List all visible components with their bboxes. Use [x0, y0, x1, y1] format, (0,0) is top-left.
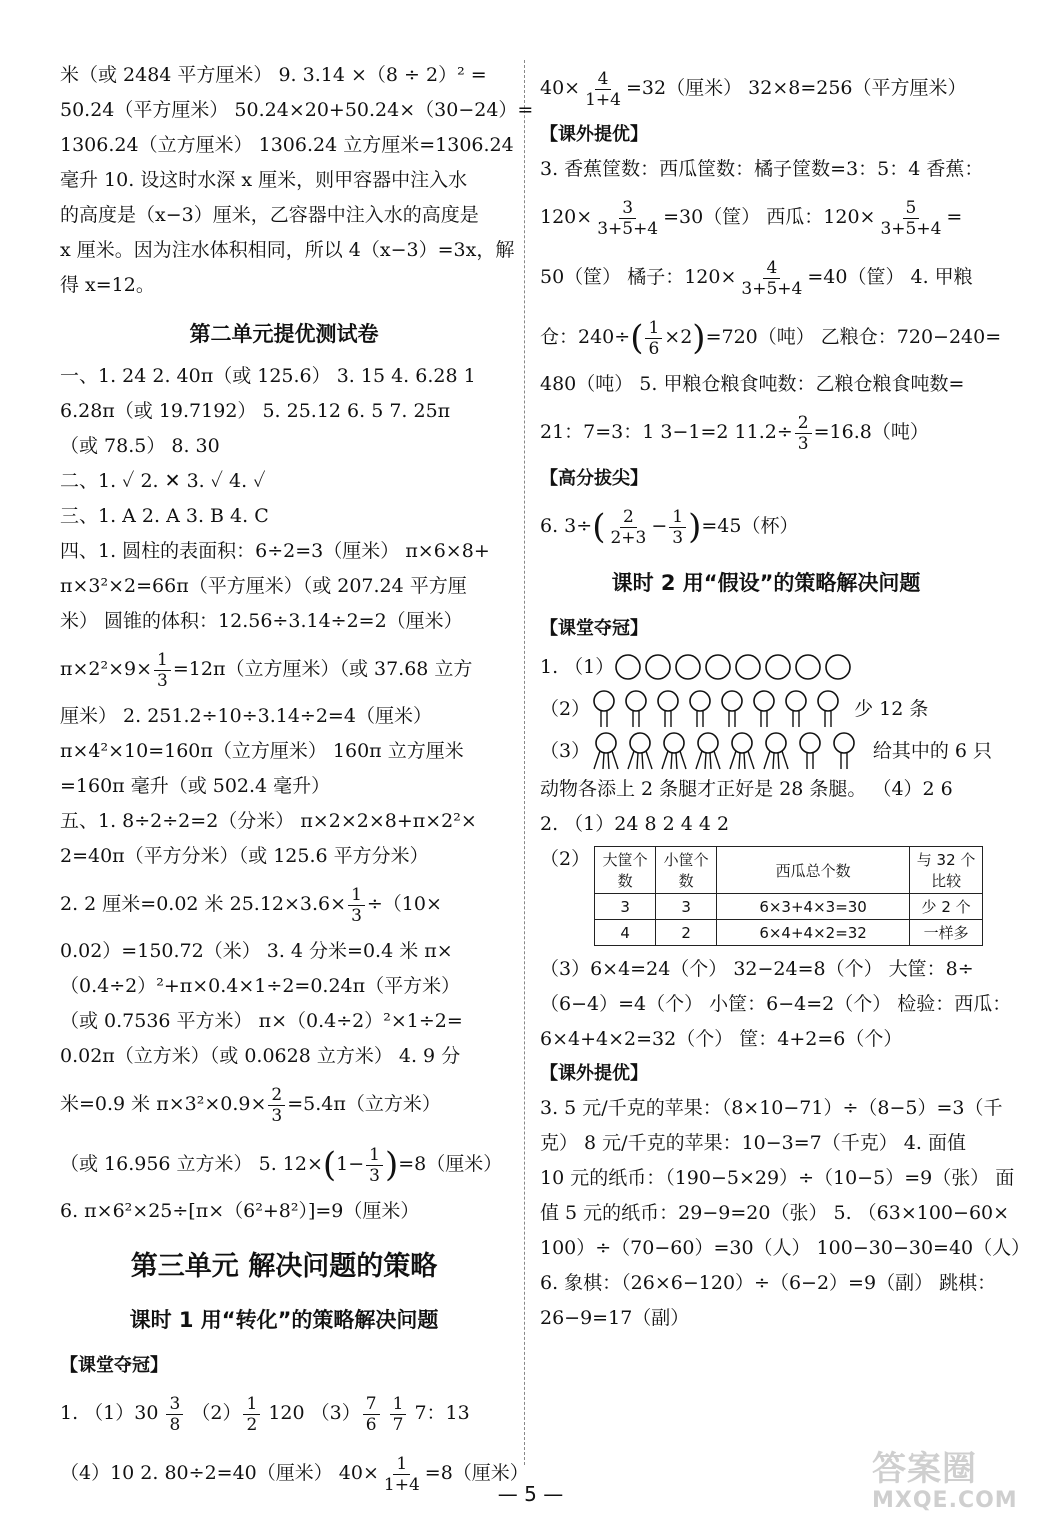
fraction-line: [60, 1074, 508, 1134]
text-line: 3. 5 元/千克的苹果：（8×10−71）÷（8−5）=3（千: [540, 1097, 1003, 1119]
numerator: 7: [363, 1394, 380, 1415]
page-number: — 5 —: [497, 1482, 564, 1506]
line-suffix: =: [946, 206, 963, 228]
spiders-row: [540, 730, 992, 772]
text-line: 克） 8 元/千克的苹果：10−3=7（千克） 4. 面值: [540, 1132, 966, 1154]
text-line: 厘米） 2. 251.2÷10÷3.14÷2=4（厘米）: [60, 705, 432, 727]
fraction-line: [540, 187, 992, 247]
close-paren: ): [692, 318, 706, 358]
fraction: [738, 258, 805, 299]
line-prefix: 2. 2 厘米=0.02 米 25.12×3.6×: [60, 893, 347, 915]
circle-icon: [796, 655, 820, 679]
fraction: [390, 1394, 407, 1435]
text-line: 6. π×6²×25÷[π×（6²+8²）]=9（厘米）: [60, 1200, 420, 1222]
header-cell: 小筐个数: [656, 847, 717, 894]
right-column: [540, 58, 1031, 1336]
circle-icon: [766, 655, 790, 679]
numerator: 4: [763, 258, 780, 279]
text-line: 值 5 元的纸币：29−9=20（张） 5. （63×100−60×: [540, 1202, 1010, 1224]
line-suffix: =8（厘米）: [424, 1462, 529, 1484]
text-line: 1306.24（立方厘米） 1306.24 立方厘米=1306.24: [60, 134, 514, 156]
line-suffix: =45（杯）: [701, 515, 799, 537]
line-suffix: =8（厘米）: [398, 1153, 503, 1175]
numerator: 1: [366, 1145, 383, 1166]
numerator: 3: [166, 1394, 183, 1415]
line-prefix: π×2²×9×: [60, 658, 153, 680]
denominator: 1+4: [585, 89, 621, 110]
table-block: [540, 842, 992, 952]
circle-icon: [676, 655, 700, 679]
watermelon-table: [594, 846, 983, 946]
left-column: [60, 58, 534, 1503]
fraction-line: [540, 247, 992, 307]
text-line: 动物各添上 2 条腿才正好是 28 条腿。 （4）2 6: [540, 778, 953, 800]
text-line: 3. 香蕉筐数：西瓜筐数：橘子筐数=3：5：4 香蕉：: [540, 158, 984, 180]
denominator: 2+3: [610, 527, 647, 548]
line-text: =30（筐） 西瓜：120×: [663, 206, 876, 228]
numerator: 1: [390, 1394, 407, 1415]
four-leg-animal-icons: [590, 731, 869, 771]
text-line: 100）÷（70−60）=30（人） 100−30−30=40（人）: [540, 1237, 1031, 1259]
text-line: （0.4÷2）²+π×0.4×1÷2=0.24π（平方米）: [60, 975, 461, 997]
line-suffix: =5.4π（立方米）: [287, 1093, 441, 1115]
text-line: 10 元的纸币：（190−5×29）÷（10−5）=9（张） 面: [540, 1167, 1015, 1189]
text-line: 6×4+4×2=32（个） 筐：4+2=6（个）: [540, 1028, 903, 1050]
open-paren: (: [592, 507, 606, 547]
fraction-line: [540, 307, 1002, 367]
denominator: 3+5+4: [880, 218, 942, 239]
line-suffix: =720（吨） 乙粮仓：720−240=: [705, 326, 1002, 348]
fraction: [795, 413, 812, 454]
answer-block-top: [60, 58, 534, 303]
two-leg-animal-icon: [690, 691, 710, 727]
close-paren: ): [688, 507, 702, 547]
numerator: 1: [645, 318, 662, 339]
four-leg-animal-icon: [594, 733, 618, 769]
denominator: 3: [672, 527, 684, 548]
fraction: [607, 507, 649, 548]
line-suffix: ÷（10×: [366, 893, 442, 915]
section-tag: 【课堂夺冠】: [540, 618, 648, 639]
table-header-row: [595, 847, 983, 894]
text-line: 的高度是（x−3）厘米，乙容器中注入水的高度是: [60, 204, 479, 226]
table-cell: 少 2 个: [910, 894, 983, 920]
open-paren: (: [322, 1145, 337, 1185]
line-suffix: =12π（立方厘米）（或 37.68 立方: [172, 658, 473, 680]
text-line: π×3²×2=66π（平方厘米）（或 207.24 平方厘: [60, 575, 467, 597]
fraction-line: [60, 874, 508, 934]
line-text: [382, 1402, 388, 1424]
denominator: 6: [365, 1414, 377, 1435]
numerator: 2: [620, 507, 637, 528]
denominator: 8: [169, 1414, 181, 1435]
two-leg-animal-icon: [658, 691, 678, 727]
table-row: [595, 920, 983, 946]
column-divider: [524, 60, 525, 1465]
fraction: [645, 318, 662, 359]
fraction: [669, 507, 686, 548]
item-label: （2）: [540, 848, 591, 870]
table-cell: 一样多: [910, 920, 983, 946]
circle-icon: [646, 655, 670, 679]
two-leg-animal-icon: [786, 691, 806, 727]
line-prefix: 21：7=3：1 3−1=2 11.2÷: [540, 421, 793, 443]
denominator: 3: [157, 670, 168, 691]
open-paren: (: [630, 318, 644, 358]
fraction: [582, 69, 624, 110]
line-text: 7：13: [408, 1402, 470, 1424]
item-tail: 少 12 条: [854, 698, 929, 720]
text-line: （或 0.7536 平方米） π×（0.4÷2）²×1÷2=: [60, 1010, 463, 1032]
circle-icon: [616, 655, 640, 679]
item-tail: 给其中的 6 只: [872, 740, 992, 762]
two-leg-animal-icon: [626, 691, 646, 727]
table-row: [595, 894, 983, 920]
denominator: 3+5+4: [741, 278, 803, 299]
fraction: [166, 1394, 183, 1435]
lesson-title: 课时 1 用“转化”的策略解决问题: [129, 1308, 439, 1332]
item-label: 1. （1）: [540, 656, 615, 678]
fraction: [363, 1394, 380, 1435]
term: −: [651, 515, 668, 537]
denominator: 3: [797, 433, 809, 454]
section-tag: 【课外提优】: [540, 1063, 648, 1084]
numerator: 1: [348, 885, 365, 906]
numerator: 2: [795, 413, 812, 434]
term: 1−: [336, 1153, 365, 1175]
denominator: 3: [369, 1165, 380, 1186]
text-line: （6−4）=4（个） 小筐：6−4=2（个） 检验：西瓜：: [540, 993, 1012, 1015]
text-line: 毫升 10. 设这时水深 x 厘米，则甲容器中注入水: [60, 169, 468, 191]
table-cell: 2: [656, 920, 717, 946]
item-label: （3）: [540, 740, 591, 762]
line-prefix: （4）10 2. 80÷2=40（厘米） 40×: [60, 1462, 379, 1484]
fraction-line: [540, 496, 992, 556]
fraction: [268, 1085, 285, 1126]
fraction: [877, 198, 944, 239]
text-line: 三、1. A 2. A 3. B 4. C: [60, 505, 269, 527]
fraction-line: [540, 58, 992, 118]
text-line: 二、1. ✓ 2. ✕ 3. ✓ 4. ✓: [60, 470, 266, 492]
four-leg-animal-icon: [730, 733, 754, 769]
numerator: 4: [595, 69, 612, 90]
numerator: 2: [268, 1085, 285, 1106]
fraction: [366, 1145, 383, 1186]
fraction: [154, 650, 171, 691]
four-leg-animal-icon: [764, 733, 788, 769]
fraction: [594, 198, 661, 239]
table-cell: 3: [656, 894, 717, 920]
denominator: 3: [271, 1105, 283, 1126]
text-line: （或 78.5） 8. 30: [60, 435, 220, 457]
circle-icons: [614, 652, 864, 682]
line-prefix: 仓：240÷: [540, 326, 631, 348]
section-tag: 【高分拔尖】: [540, 468, 648, 489]
numerator: 1: [243, 1394, 260, 1415]
text-line: （3）6×4=24（个） 32−24=8（个） 大筐：8÷: [540, 958, 974, 980]
fraction: [243, 1394, 260, 1435]
header-cell: 西瓜总个数: [717, 847, 910, 894]
two-leg-animal-icon: [834, 733, 854, 769]
line-text: 1. （1）30: [60, 1402, 165, 1424]
denominator: 7: [392, 1414, 404, 1435]
line-prefix: 40×: [540, 77, 581, 99]
line-suffix: =40（筐） 4. 甲粮: [807, 266, 973, 288]
text-line: 米） 圆锥的体积：12.56÷3.14÷2=2（厘米）: [60, 610, 463, 632]
denominator: 3: [351, 905, 362, 926]
text-line: =160π 毫升（或 502.4 毫升）: [60, 775, 331, 797]
table-cell: 6×4+4×2=32: [717, 920, 910, 946]
item-label: （2）: [540, 698, 591, 720]
denominator: 3+5+4: [597, 218, 659, 239]
line-suffix: =32（厘米） 32×8=256（平方厘米）: [626, 77, 967, 99]
four-leg-animal-icon: [662, 733, 686, 769]
test-title: 第二单元提优测试卷: [189, 322, 379, 346]
text-line: 0.02）=150.72（米） 3. 4 分米=0.4 米 π×: [60, 940, 453, 962]
section-tag: 【课外提优】: [540, 124, 648, 145]
four-leg-animal-icon: [696, 733, 720, 769]
text-line: 26−9=17（副）: [540, 1307, 690, 1329]
circle-icon: [736, 655, 760, 679]
numerator: 5: [903, 198, 920, 219]
line-text: （2）: [185, 1402, 242, 1424]
unit-title: 第三单元 解决问题的策略: [130, 1251, 438, 1282]
text-line: 6.28π（或 19.7192） 5. 25.12 6. 5 7. 25π: [60, 400, 451, 422]
lesson-title: 课时 2 用“假设”的策略解决问题: [611, 571, 921, 595]
circle-icon: [826, 655, 850, 679]
numerator: 1: [669, 507, 686, 528]
two-leg-animal-icon: [594, 691, 614, 727]
text-line: 50.24（平方厘米） 50.24×20+50.24×（30−24）=: [60, 99, 534, 121]
text-line: 6. 象棋：（26×6−120）÷（6−2）=9（副） 跳棋：: [540, 1272, 997, 1294]
fraction-line: [60, 1134, 508, 1194]
section-tag: 【课堂夺冠】: [60, 1355, 168, 1376]
close-paren: ): [384, 1145, 399, 1185]
fraction-line: [540, 402, 992, 462]
text-line: 得 x=12。: [60, 274, 155, 296]
two-leg-animal-icon: [722, 691, 742, 727]
text-line: 2=40π（平方分米）（或 125.6 平方分米）: [60, 845, 429, 867]
numerator: 1: [154, 650, 171, 671]
denominator: 6: [648, 338, 660, 359]
two-leg-animal-icons: [590, 689, 850, 729]
table-cell: 4: [595, 920, 656, 946]
text-line: 2. （1）24 8 2 4 4 2: [540, 813, 730, 835]
line-prefix: 米=0.9 米 π×3²×0.9×: [60, 1093, 267, 1115]
text-line: π×4²×10=160π（立方厘米） 160π 立方厘米: [60, 740, 464, 762]
circle-icon: [706, 655, 730, 679]
watermark-bottom: MXQE.COM: [872, 1488, 1018, 1513]
two-leg-animal-icon: [818, 691, 838, 727]
line-prefix: 6. 3÷: [540, 515, 593, 537]
header-cell: 与 32 个比较: [910, 847, 983, 894]
text-line: 一、1. 24 2. 40π（或 125.6） 3. 15 4. 6.28 1: [60, 365, 476, 387]
line-suffix: =16.8（吨）: [813, 421, 929, 443]
test-answers: [60, 359, 508, 1229]
table-cell: 3: [595, 894, 656, 920]
watermark-logo: [872, 1450, 1018, 1513]
numerator: 1: [393, 1454, 410, 1475]
text-line: x 厘米。因为注水体积相同，所以 4（x−3）=3x，解: [60, 239, 515, 261]
term: ×2: [664, 326, 693, 348]
text-line: 五、1. 8÷2÷2=2（分米） π×2×2×8+π×2²×: [60, 810, 477, 832]
text-line: 四、1. 圆柱的表面积：6÷2=3（厘米） π×6×8+: [60, 540, 490, 562]
line-prefix: （或 16.956 立方米） 5. 12×: [60, 1153, 323, 1175]
sticks-row: [540, 688, 992, 730]
two-leg-animal-icon: [754, 691, 774, 727]
denominator: 2: [246, 1414, 258, 1435]
line-text: 120 （3）: [262, 1402, 361, 1424]
circles-row: [540, 646, 992, 688]
numerator: 3: [619, 198, 636, 219]
table-cell: 6×3+4×3=30: [717, 894, 910, 920]
line-prefix: 50（筐） 橘子：120×: [540, 266, 737, 288]
line-prefix: 120×: [540, 206, 593, 228]
text-line: 0.02π（立方米）（或 0.0628 立方米） 4. 9 分: [60, 1045, 461, 1067]
header-cell: 大筐个数: [595, 847, 656, 894]
text-line: 米（或 2484 平方厘米） 9. 3.14 ×（8 ÷ 2）² =: [60, 64, 487, 86]
two-leg-animal-icon: [800, 733, 820, 769]
denominator: 1+4: [383, 1474, 420, 1495]
four-leg-animal-icon: [628, 733, 652, 769]
text-line: 480（吨） 5. 甲粮仓粮食吨数：乙粮仓粮食吨数=: [540, 373, 965, 395]
fraction-line: [60, 639, 508, 699]
watermark-top: 答案圈: [872, 1449, 977, 1489]
fraction: [348, 885, 365, 926]
fraction-line: [60, 1383, 508, 1443]
